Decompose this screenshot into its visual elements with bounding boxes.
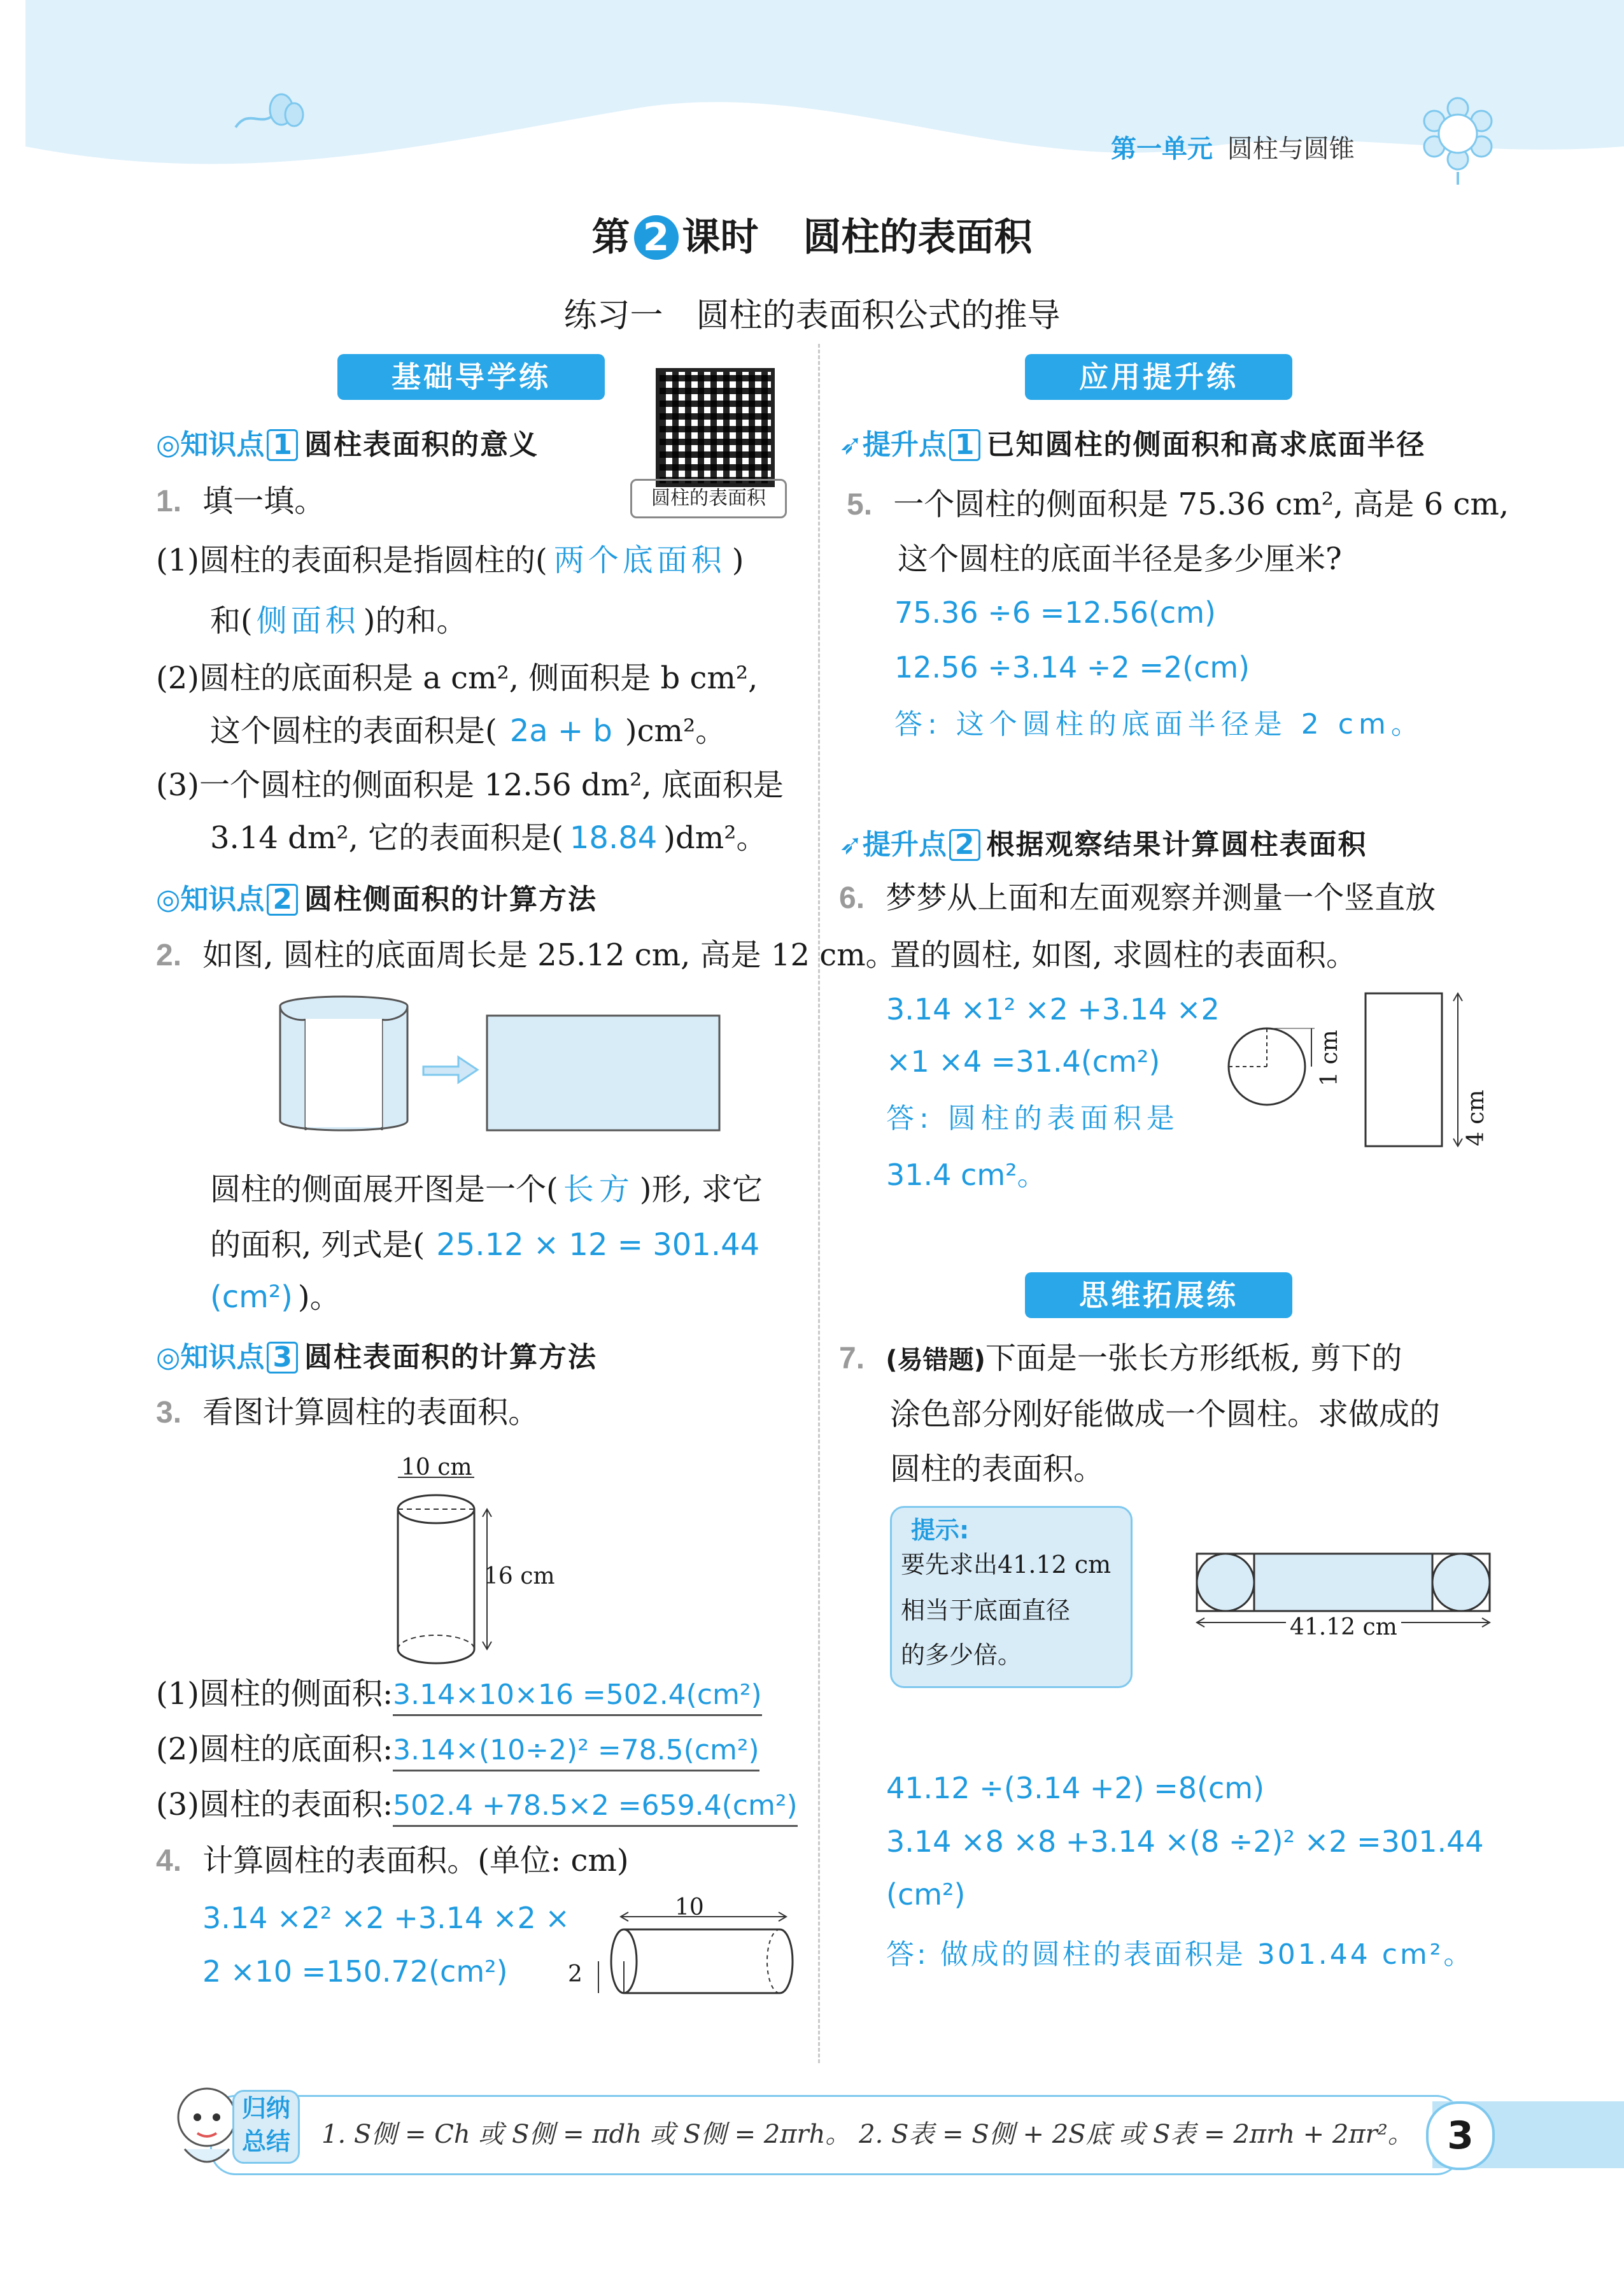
q1-text: 和(	[210, 603, 253, 639]
question-text: 下面是一张长方形纸板, 剪下的	[985, 1340, 1402, 1376]
q2-line2	[210, 1226, 759, 1264]
summary-text: 1. S侧 = Ch 或 S侧 = πdh 或 S侧 = 2πrh。 2. S表 = S侧 + 2S底 或 S表 = 2πrh + 2πr²。	[321, 2120, 1413, 2149]
q7-line2: 涂色部分刚好能做成一个圆柱。求做成的	[890, 1396, 1441, 1432]
question-text: 计算圆柱的表面积。(单位: cm)	[202, 1843, 629, 1878]
q1-text: 3.14 dm², 它的表面积是(	[210, 820, 563, 856]
kp-num: 3	[267, 1342, 298, 1374]
unit-label: 第一单元	[1111, 134, 1213, 164]
q1-text: )的和。	[363, 603, 467, 639]
q7-answer-1: 41.12 ÷(3.14 +2) =8(cm)	[886, 1771, 1265, 1805]
question-tag: (易错题)	[886, 1345, 985, 1375]
q1-answer: 两个底面积	[553, 543, 726, 578]
question-number: 4.	[156, 1844, 182, 1878]
question-6	[839, 879, 1436, 918]
question-2	[156, 936, 896, 975]
q4-dim-radius: 2	[568, 1961, 583, 1987]
kp-label: 提升点	[862, 828, 947, 861]
q2-answer: 长方	[563, 1172, 635, 1207]
question-4	[156, 1842, 629, 1880]
question-text: 一个圆柱的侧面积是 75.36 cm², 高是 6 cm,	[893, 486, 1509, 522]
q3-answer-2	[156, 1730, 759, 1771]
unit-header	[1111, 129, 1355, 165]
title-prefix: 第	[591, 215, 630, 260]
question-7	[839, 1339, 1402, 1379]
q1-part1-line2	[210, 602, 467, 640]
target-icon: ◎	[156, 429, 181, 461]
q3-text: (2)圆柱的底面积:	[156, 1731, 393, 1767]
q2-answer: (cm²)	[210, 1279, 293, 1315]
q5-answer-2: 12.56 ÷3.14 ÷2 =2(cm)	[894, 650, 1250, 685]
q5-line2: 这个圆柱的底面半径是多少厘米?	[898, 541, 1342, 577]
q7-dim: 41.12 cm	[1286, 1614, 1401, 1640]
q3-answer: 502.4 +78.5×2 =659.4(cm²)	[393, 1787, 798, 1827]
q1-answer: 2a + b	[509, 713, 612, 749]
q3-answer-1	[156, 1675, 762, 1716]
improvement-point-1	[839, 422, 1426, 462]
q1-part1-line1	[156, 541, 744, 579]
q1-part3-line2	[210, 819, 767, 857]
q3-dim-diameter: 10 cm	[401, 1454, 472, 1480]
q1-part2-line1: (2)圆柱的底面积是 a cm², 侧面积是 b cm²,	[156, 660, 758, 696]
q1-text: (1)圆柱的表面积是指圆柱的(	[156, 543, 547, 578]
title-suffix: 课时	[682, 215, 759, 260]
hint-line-3: 的多少倍。	[901, 1641, 1022, 1669]
question-text: 填一填。	[202, 483, 325, 519]
cylinder-unroll-figure	[267, 993, 726, 1146]
q5-answer-1: 75.36 ÷6 =12.56(cm)	[894, 595, 1216, 630]
q6-views-figure	[1225, 987, 1499, 1153]
q6-line2: 置的圆柱, 如图, 求圆柱的表面积。	[890, 937, 1357, 973]
hint-box	[890, 1506, 1133, 1688]
q2-answer: 25.12 × 12 = 301.44	[436, 1227, 760, 1263]
q6-answer-4: 31.4 cm²。	[886, 1158, 1047, 1192]
child-mascot-icon	[172, 2079, 242, 2175]
subtitle: 练习一 圆柱的表面积公式的推导	[563, 297, 1061, 335]
q1-text: )cm²。	[625, 713, 726, 749]
kp-text: 圆柱表面积的计算方法	[304, 1341, 598, 1374]
target-icon: ◎	[156, 1341, 181, 1374]
question-3	[156, 1393, 539, 1432]
q3-text: (1)圆柱的侧面积:	[156, 1676, 393, 1712]
q3-answer: 3.14×10×16 =502.4(cm²)	[393, 1676, 762, 1716]
qr-label: 圆柱的表面积	[630, 479, 787, 518]
q3-dim-height: 16 cm	[484, 1563, 555, 1589]
q5-answer-3: 答: 这个圆柱的底面半径是 2 cm。	[894, 708, 1424, 741]
kp-label: 提升点	[862, 429, 947, 461]
badge-line-2: 总结	[241, 2127, 290, 2155]
q2-line1	[210, 1170, 763, 1209]
q2-text: )形, 求它	[639, 1172, 763, 1207]
knowledge-point-2	[156, 876, 597, 917]
kp-text: 圆柱侧面积的计算方法	[304, 883, 598, 916]
knowledge-point-3	[156, 1334, 597, 1375]
kp-num: 1	[267, 429, 298, 461]
q6-dim-height: 4 cm	[1463, 1090, 1489, 1146]
q4-dim-length: 10	[675, 1894, 704, 1920]
kp-label: 知识点	[180, 429, 265, 461]
q6-answer-3: 答: 圆柱的表面积是	[886, 1102, 1180, 1135]
q1-part3-line1: (3)一个圆柱的侧面积是 12.56 dm², 底面积是	[156, 767, 784, 803]
question-5	[847, 485, 1509, 524]
q6-dim-radius: 1 cm	[1317, 1030, 1343, 1086]
q1-text: )	[731, 543, 744, 578]
butterfly-icon	[223, 83, 312, 140]
rocket-icon: ➶	[839, 429, 863, 461]
q3-text: (3)圆柱的表面积:	[156, 1787, 393, 1822]
question-text: 梦梦从上面和左面观察并测量一个竖直放	[886, 880, 1436, 916]
lesson-title	[0, 207, 1624, 262]
question-number: 7.	[839, 1342, 865, 1375]
hint-line-2: 相当于底面直径	[901, 1596, 1071, 1624]
kp-num: 2	[267, 884, 298, 916]
sunflower-icon	[1416, 96, 1499, 185]
summary-badge	[232, 2090, 300, 2164]
q6-answer-1: 3.14 ×1² ×2 +3.14 ×2	[886, 992, 1220, 1026]
q2-text: 的面积, 列式是(	[210, 1227, 425, 1263]
q7-answer-3: (cm²)	[886, 1877, 966, 1912]
q6-answer-2: ×1 ×4 =31.4(cm²)	[886, 1044, 1161, 1079]
kp-num: 1	[949, 429, 980, 461]
q1-answer: 侧面积	[256, 603, 360, 639]
question-number: 1.	[156, 485, 182, 518]
target-icon: ◎	[156, 883, 181, 916]
question-number: 3.	[156, 1396, 182, 1430]
q1-part2-line2	[210, 712, 726, 750]
question-text: 如图, 圆柱的底面周长是 25.12 cm, 高是 12 cm。	[202, 937, 896, 973]
kp-label: 知识点	[180, 1341, 265, 1374]
banner-basic: 基础导学练	[337, 354, 605, 400]
column-divider	[818, 344, 820, 2063]
kp-num: 2	[949, 829, 980, 861]
badge-line-1: 归纳	[241, 2094, 290, 2122]
rocket-icon: ➶	[839, 828, 863, 861]
q4-answer-1: 3.14 ×2² ×2 +3.14 ×2 ×	[202, 1901, 570, 1935]
q2-text: 圆柱的侧面展开图是一个(	[210, 1172, 558, 1207]
kp-text: 已知圆柱的侧面积和高求底面半径	[986, 429, 1426, 461]
q2-text: )。	[297, 1279, 341, 1315]
question-number: 5.	[847, 488, 873, 522]
hint-line-1: 要先求出41.12 cm	[901, 1551, 1112, 1579]
kp-text: 根据观察结果计算圆柱表面积	[986, 828, 1367, 861]
unit-title: 圆柱与圆锥	[1227, 134, 1355, 164]
q7-answer-2: 3.14 ×8 ×8 +3.14 ×(8 ÷2)² ×2 =301.44	[886, 1824, 1484, 1859]
kp-text: 圆柱表面积的意义	[304, 429, 539, 461]
q1-text: )dm²。	[663, 820, 767, 856]
q2-line3	[210, 1278, 341, 1316]
question-number: 6.	[839, 881, 865, 915]
q7-line3: 圆柱的表面积。	[890, 1451, 1105, 1487]
q1-text: 这个圆柱的表面积是(	[210, 713, 497, 749]
question-1	[156, 482, 325, 521]
qr-code[interactable]	[656, 368, 775, 487]
q3-answer: 3.14×(10÷2)² =78.5(cm²)	[393, 1731, 759, 1771]
banner-thinking: 思维拓展练	[1025, 1272, 1292, 1318]
kp-label: 知识点	[180, 883, 265, 916]
banner-application: 应用提升练	[1025, 354, 1292, 400]
improvement-point-2	[839, 821, 1367, 862]
question-number: 2.	[156, 939, 182, 972]
lesson-number: 2	[634, 215, 679, 260]
q3-answer-3	[156, 1786, 798, 1827]
page-number: 3	[1426, 2101, 1495, 2170]
q7-answer-4: 答: 做成的圆柱的表面积是 301.44 cm²。	[886, 1938, 1474, 1971]
question-text: 看图计算圆柱的表面积。	[202, 1395, 539, 1430]
q4-answer-2: 2 ×10 =150.72(cm²)	[202, 1954, 508, 1989]
q1-answer: 18.84	[569, 820, 658, 856]
knowledge-point-1	[156, 422, 539, 462]
title-name: 圆柱的表面积	[803, 215, 1033, 260]
hint-title: 提示:	[911, 1516, 970, 1544]
